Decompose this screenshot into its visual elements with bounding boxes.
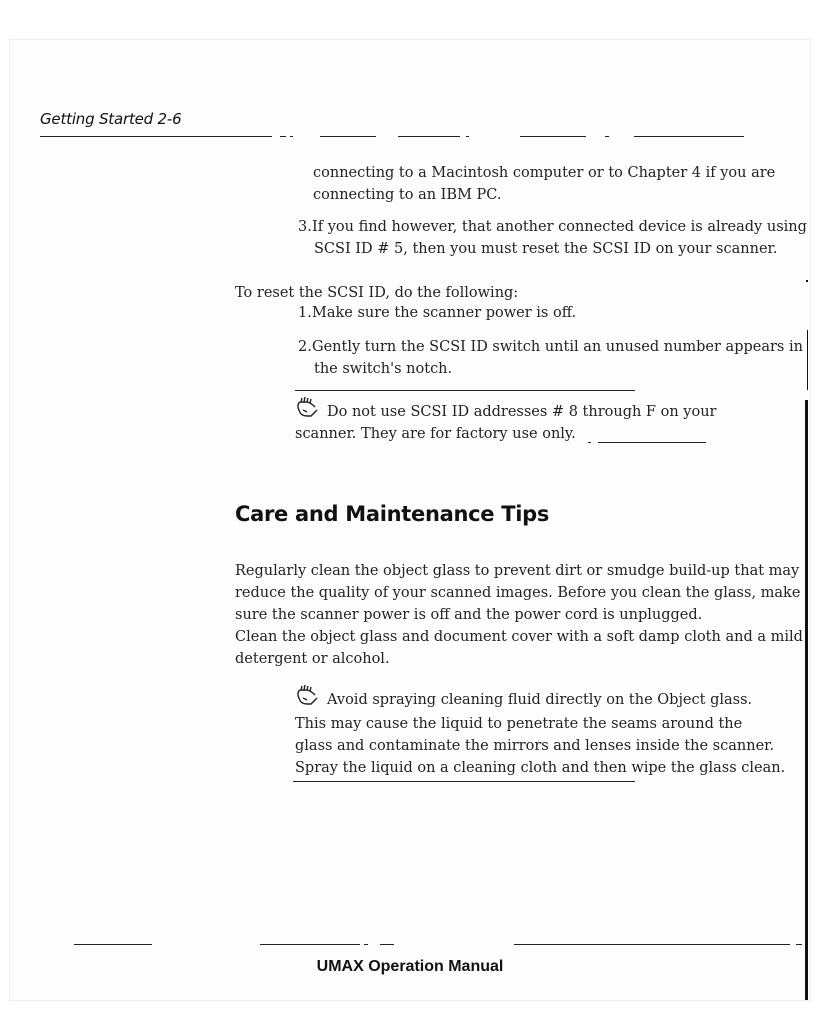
note-underline (293, 781, 635, 782)
care-paragraph: Regularly clean the object glass to prevent dirt or smudge build-up that may reduce the quality of your scanned images. Before you clean the glass, make sure the scanner power is off and the power cord is unplugged. Clean the object glass and document cover with a soft damp cloth and a mild detergent or alcohol. (235, 563, 803, 667)
page-header-title: Getting Started 2-6 (40, 110, 182, 128)
note-factory-ids: Do not use SCSI ID addresses # 8 through F on your scanner. They are for factory use only. (295, 396, 716, 445)
list-item-step-3: 3.If you find however, that another connected device is already using SCSI ID # 5, then you must reset the SCSI ID on your scanner. (298, 219, 807, 257)
intro-paragraph: connecting to a Macintosh computer or to Chapter 4 if you are connecting to an IBM PC. (313, 165, 776, 203)
note-rule-dot (588, 442, 591, 443)
note-cleaning-fluid: Avoid spraying cleaning fluid directly on the Object glass. This may cause the liquid to penetrate the seams around the glass and contaminate the mirrors and lenses inside the scanner. Spray the liquid on a cleaning cloth and then wipe the glass clean. (295, 684, 785, 779)
note-bottom-rule (598, 442, 706, 443)
pointing-hand-icon (295, 396, 323, 420)
section-heading: Care and Maintenance Tips (235, 502, 550, 526)
footer-title: UMAX Operation Manual (316, 958, 504, 975)
list-item-reset-step-1: 1.Make sure the scanner power is off. (298, 305, 577, 321)
note-top-rule (295, 390, 635, 391)
pointing-hand-icon (295, 684, 323, 708)
reset-intro-text: To reset the SCSI ID, do the following: (235, 285, 519, 301)
list-item-reset-step-2: 2.Gently turn the SCSI ID switch until an unused number appears in the switch's notch. (298, 339, 803, 377)
